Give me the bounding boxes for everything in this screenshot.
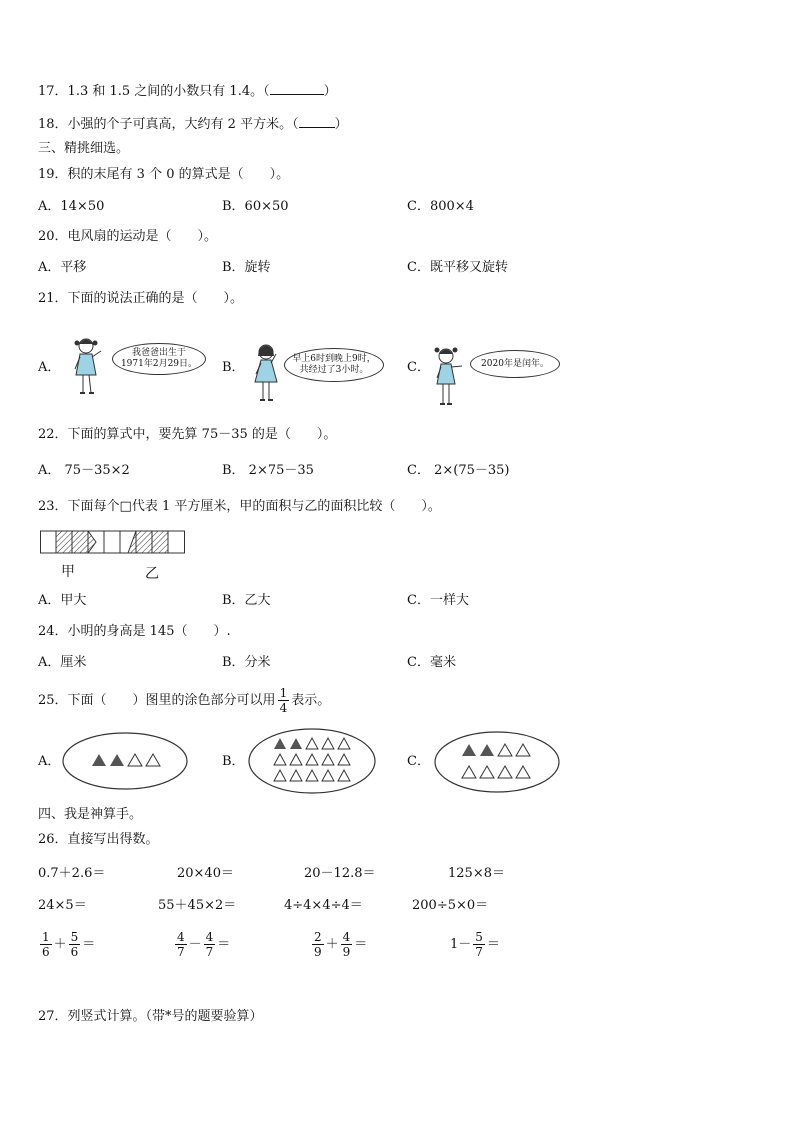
frac-numerator: 1 bbox=[42, 930, 50, 944]
question-number: 22． bbox=[38, 427, 68, 442]
question-number: 24． bbox=[38, 624, 68, 639]
question-text: 下面每个□代表 1 平方厘米，甲的面积与乙的面积比较（ ）。 bbox=[67, 499, 441, 514]
frac-denominator: 6 bbox=[42, 945, 50, 959]
calc-item: 20－12.8＝ bbox=[304, 866, 376, 881]
calc-item: 125×8＝ bbox=[448, 866, 505, 881]
ellipse-figure-c bbox=[434, 730, 562, 794]
question-number: 18． bbox=[38, 117, 68, 132]
speech-bubble-b bbox=[284, 348, 384, 382]
option-c[interactable]: C． bbox=[407, 360, 430, 375]
calc-item: 24×5＝ bbox=[38, 898, 87, 913]
label-jia: 甲 bbox=[61, 564, 75, 580]
question-text: 电风扇的运动是（ ）。 bbox=[67, 229, 218, 244]
question-24 bbox=[38, 623, 231, 641]
option-a[interactable]: A．14×50 bbox=[38, 199, 105, 214]
option-a[interactable]: A．厘米 bbox=[38, 655, 87, 670]
frac-denominator: 7 bbox=[177, 945, 185, 959]
option-c[interactable]: C． 2×(75－35) bbox=[407, 463, 510, 478]
option-b[interactable]: B．60×50 bbox=[222, 199, 289, 214]
operator: ＋ bbox=[53, 937, 67, 952]
answer-blank[interactable] bbox=[270, 82, 324, 95]
bubble-text: 2020年是闰年。 bbox=[481, 358, 549, 369]
ellipse-figure-a bbox=[62, 731, 190, 791]
ellipse-figure-b bbox=[248, 727, 378, 795]
section-heading-3: 三、精挑细选。 bbox=[38, 141, 130, 156]
frac-denominator: 4 bbox=[279, 701, 288, 715]
fraction-calc bbox=[310, 930, 367, 959]
question-number: 21． bbox=[38, 291, 68, 306]
girl-illustration-a bbox=[70, 335, 110, 399]
question-text: 下面的说法正确的是（ ）。 bbox=[67, 291, 244, 306]
paren-close: ） bbox=[323, 84, 337, 99]
frac-numerator: 2 bbox=[314, 930, 322, 944]
question-text: 小明的身高是 145（ ）. bbox=[67, 624, 231, 639]
question-number: 20． bbox=[38, 229, 68, 244]
label-yi: 乙 bbox=[145, 566, 159, 582]
option-a[interactable]: A．平移 bbox=[38, 260, 87, 275]
question-17 bbox=[38, 82, 337, 101]
calc-item: 4÷4×4÷4＝ bbox=[284, 898, 363, 913]
paren-close: ） bbox=[334, 117, 348, 132]
frac-numerator: 4 bbox=[177, 930, 185, 944]
option-b[interactable]: B．分米 bbox=[222, 655, 271, 670]
option-a[interactable]: A． 75－35×2 bbox=[38, 463, 130, 478]
option-c[interactable]: C． bbox=[407, 754, 430, 769]
equals: ＝ bbox=[82, 937, 96, 952]
question-text: 1.3 和 1.5 之间的小数只有 1.4。（ bbox=[67, 84, 270, 99]
question-21 bbox=[38, 290, 243, 308]
bubble-text: 共经过了3小时。 bbox=[299, 365, 369, 375]
option-c[interactable]: C．800×4 bbox=[407, 199, 474, 214]
bubble-text: 我爸爸出生于 bbox=[131, 348, 186, 358]
girl-illustration-c bbox=[432, 344, 466, 410]
question-text: 列竖式计算。（带*号的题要验算） bbox=[67, 1009, 263, 1024]
calc-item: 200÷5×0＝ bbox=[412, 898, 489, 913]
speech-bubble-a bbox=[112, 343, 206, 375]
frac-denominator: 9 bbox=[314, 945, 322, 959]
question-text: 表示。 bbox=[291, 693, 331, 708]
area-grid-figure bbox=[40, 530, 186, 554]
question-text: 积的末尾有 3 个 0 的算式是（ ）。 bbox=[67, 167, 290, 182]
option-b[interactable]: B． bbox=[222, 360, 245, 375]
option-a[interactable]: A． bbox=[38, 754, 61, 769]
calc-item: 55＋45×2＝ bbox=[158, 898, 237, 913]
fraction bbox=[278, 686, 290, 715]
question-19 bbox=[38, 166, 289, 184]
option-a[interactable]: A． bbox=[38, 360, 61, 375]
option-b[interactable]: B．乙大 bbox=[222, 593, 271, 608]
option-b[interactable]: B． 2×75－35 bbox=[222, 463, 314, 478]
frac-denominator: 7 bbox=[475, 945, 483, 959]
bubble-text: 早上6时到晚上9时， bbox=[292, 354, 376, 364]
question-text: 小强的个子可真高，大约有 2 平方米。（ bbox=[67, 117, 299, 132]
frac-denominator: 7 bbox=[205, 945, 214, 959]
question-number: 25． bbox=[38, 693, 68, 708]
frac-numerator: 4 bbox=[205, 930, 214, 944]
fraction-calc bbox=[173, 930, 230, 959]
frac-denominator: 9 bbox=[342, 945, 351, 959]
operator: － bbox=[188, 937, 202, 952]
question-20 bbox=[38, 228, 217, 246]
girl-illustration-b bbox=[250, 340, 284, 406]
option-a[interactable]: A．甲大 bbox=[38, 593, 87, 608]
question-text: 下面的算式中，要先算 75－35 的是（ ）。 bbox=[67, 427, 337, 442]
question-25 bbox=[38, 686, 330, 715]
question-number: 27． bbox=[38, 1009, 68, 1024]
option-c[interactable]: C．一样大 bbox=[407, 593, 469, 608]
answer-blank[interactable] bbox=[299, 115, 335, 128]
frac-numerator: 1 bbox=[279, 686, 288, 700]
fraction-calc bbox=[450, 930, 500, 959]
equals: ＝ bbox=[486, 937, 500, 952]
frac-denominator: 6 bbox=[70, 945, 79, 959]
operator: 1－ bbox=[450, 937, 472, 952]
calc-item: 0.7＋2.6＝ bbox=[38, 866, 106, 881]
frac-numerator: 4 bbox=[342, 930, 351, 944]
question-text: 下面（ ）图里的涂色部分可以用 bbox=[67, 693, 276, 708]
question-22 bbox=[38, 426, 336, 444]
fraction-calc bbox=[38, 930, 95, 959]
equals: ＝ bbox=[217, 937, 231, 952]
section-heading-4: 四、我是神算手。 bbox=[38, 807, 143, 822]
question-number: 26． bbox=[38, 832, 68, 847]
question-number: 17． bbox=[38, 84, 68, 99]
option-c[interactable]: C．既平移又旋转 bbox=[407, 260, 508, 275]
option-b[interactable]: B． bbox=[222, 754, 245, 769]
equals: ＝ bbox=[354, 937, 368, 952]
frac-numerator: 5 bbox=[475, 930, 483, 944]
calc-item: 20×40＝ bbox=[177, 866, 234, 881]
question-text: 直接写出得数。 bbox=[67, 832, 159, 847]
operator: ＋ bbox=[325, 937, 339, 952]
question-26 bbox=[38, 831, 159, 849]
question-18 bbox=[38, 115, 348, 134]
bubble-text: 1971年2月29日。 bbox=[120, 359, 198, 369]
question-number: 19． bbox=[38, 167, 68, 182]
option-b[interactable]: B．旋转 bbox=[222, 260, 271, 275]
question-number: 23． bbox=[38, 499, 68, 514]
question-27 bbox=[38, 1008, 263, 1026]
option-c[interactable]: C．毫米 bbox=[407, 655, 456, 670]
speech-bubble-c bbox=[470, 350, 560, 378]
question-23 bbox=[38, 498, 441, 516]
frac-numerator: 5 bbox=[70, 930, 79, 944]
